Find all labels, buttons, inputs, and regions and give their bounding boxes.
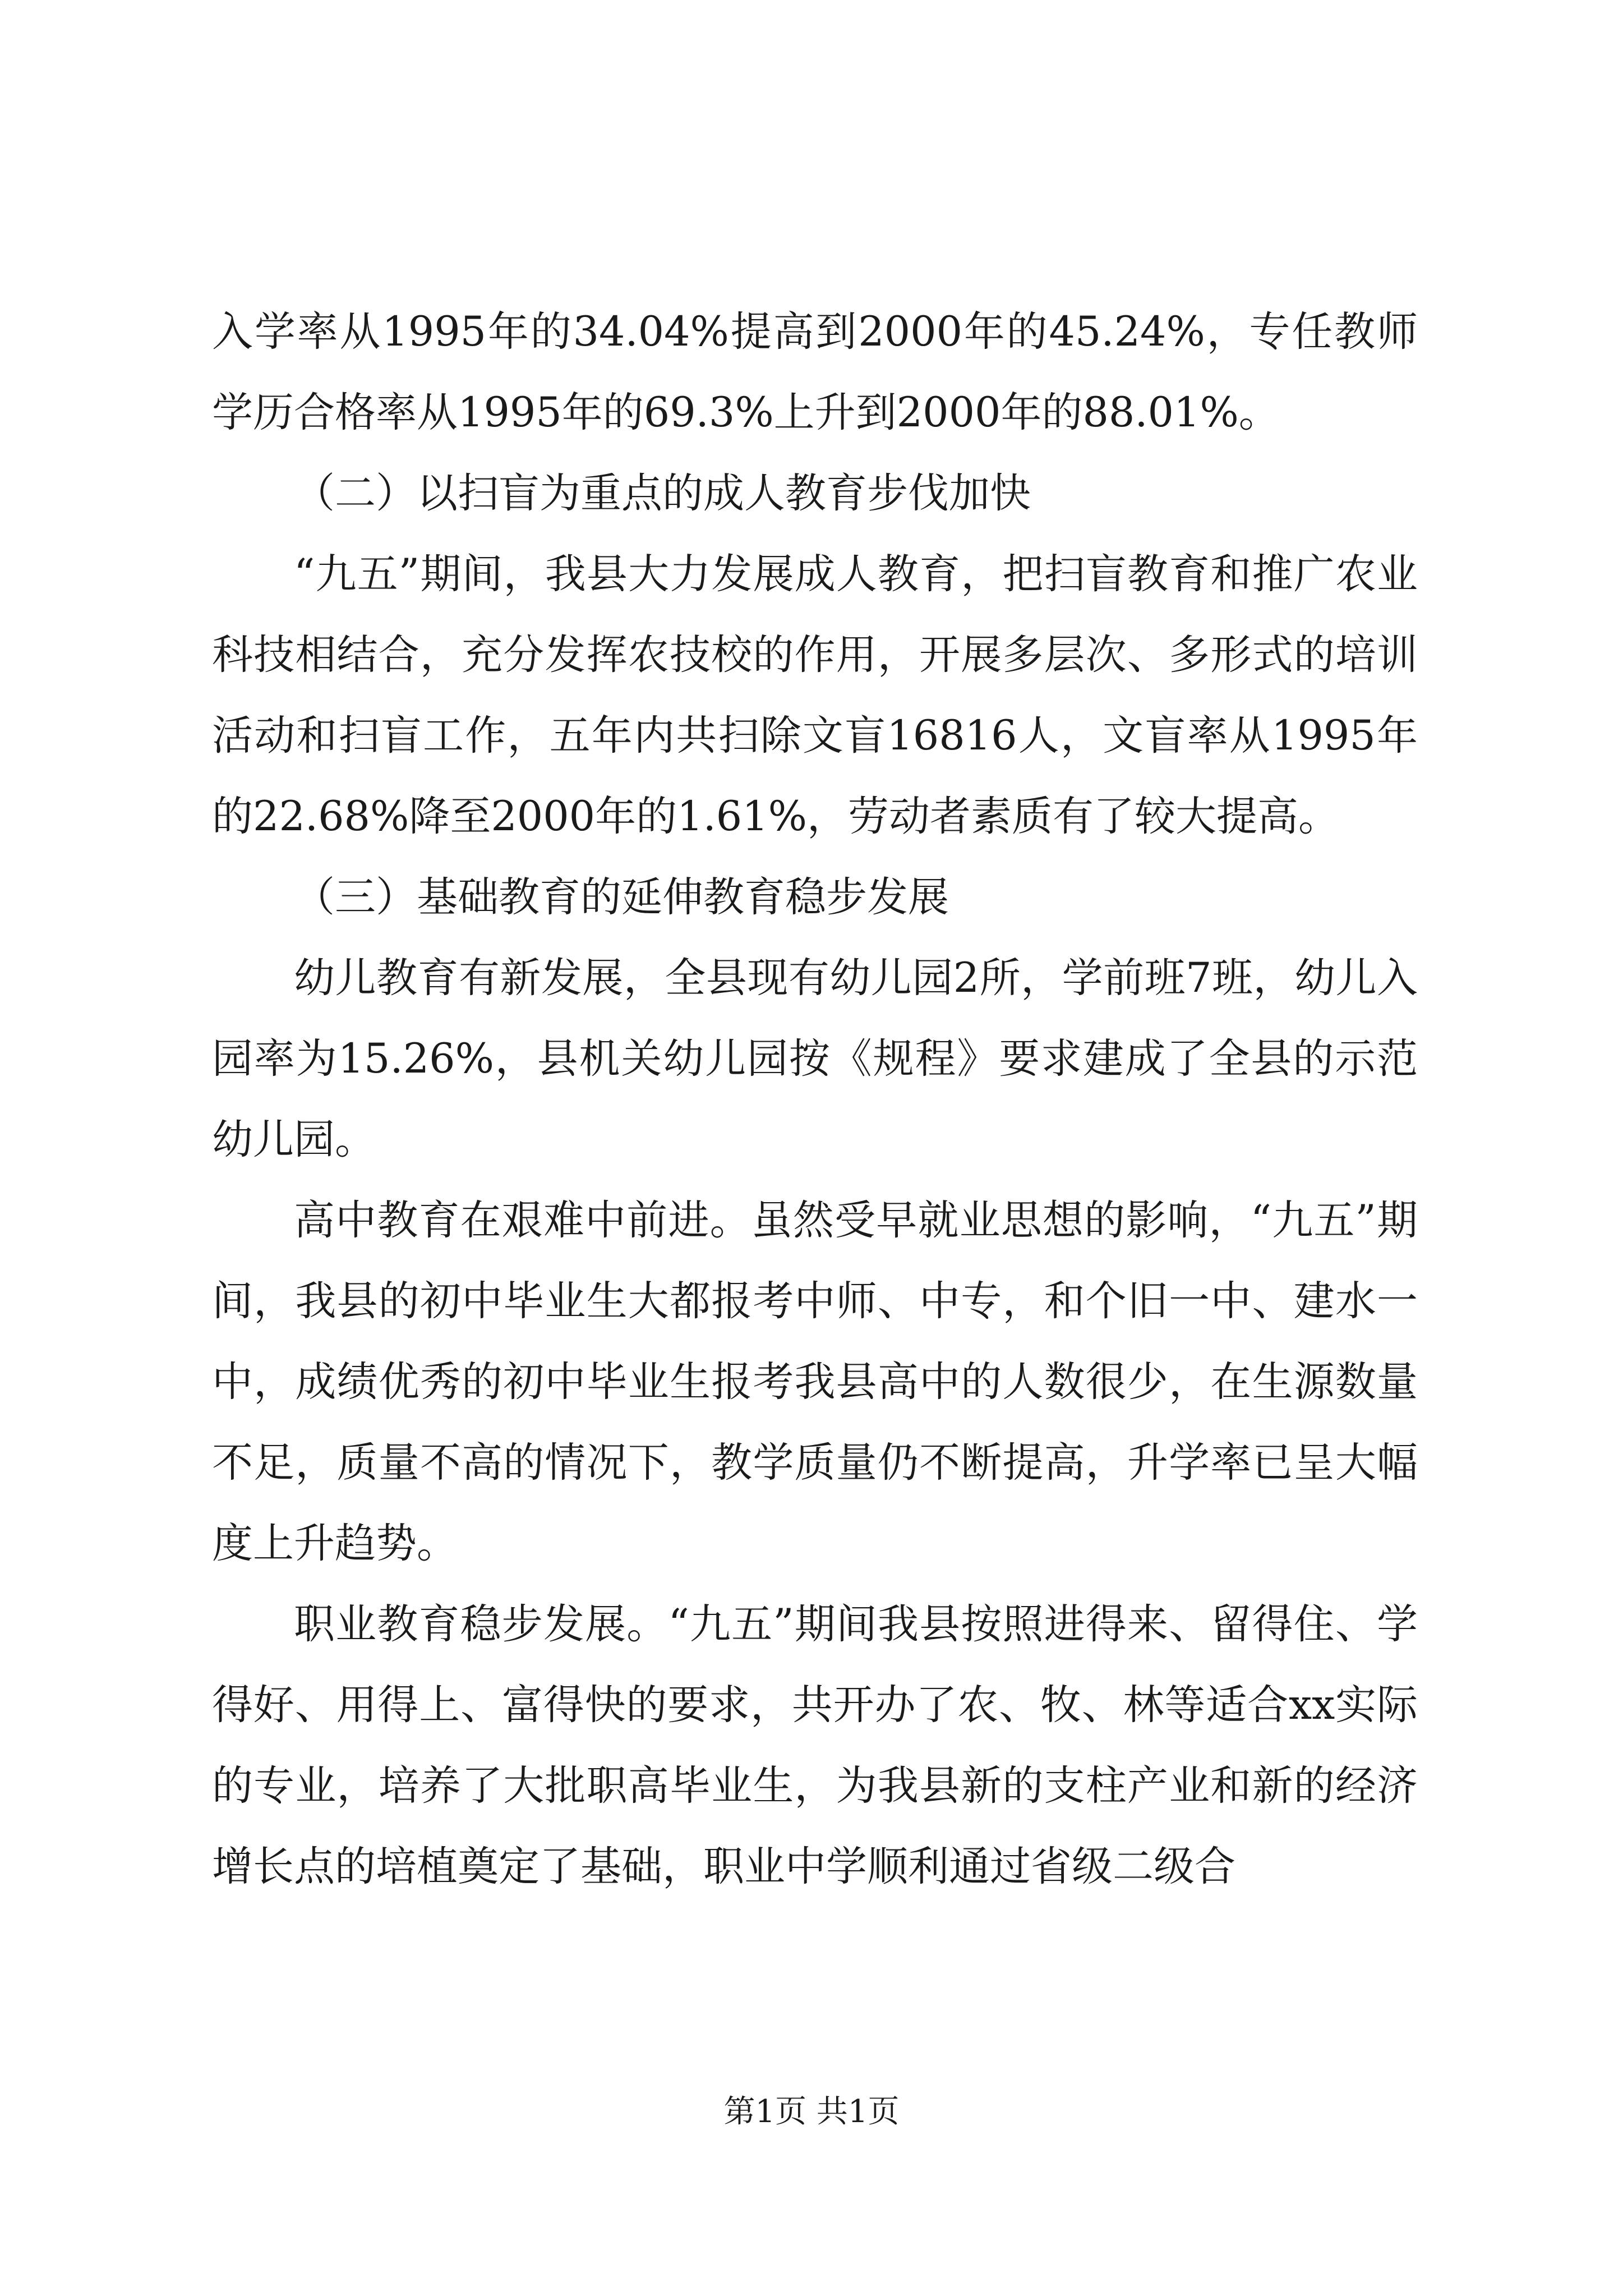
paragraph-preschool-education: 幼儿教育有新发展，全县现有幼儿园2所，学前班7班，幼儿入园率为15.26%，县机关幼儿园按《规程》要求建成了全县的示范幼儿园。	[212, 954, 1418, 1163]
paragraph-continuation: 入学率从1995年的34.04%提高到2000年的45.24%，专任教师学历合格率从1995年的69.3%上升到2000年的88.01%。	[212, 308, 1418, 436]
section-heading-2: （二）以扫盲为重点的成人教育步伐加快	[294, 470, 1031, 517]
section-heading-3: （三）基础教育的延伸教育稳步发展	[294, 873, 949, 921]
paragraph-adult-education: “九五”期间，我县大力发展成人教育，把扫盲教育和推广农业科技相结合，充分发挥农技校的作用，开展多层次、多形式的培训活动和扫盲工作，五年内共扫除文盲16816人，文盲率从1995年的22.68%降至2000年的1.61%，劳动者素质有了较大提高。	[212, 550, 1418, 840]
paragraph-vocational-education: 职业教育稳步发展。“九五”期间我县按照进得来、留得住、学得好、用得上、富得快的要求，共开办了农、牧、林等适合xx实际的专业，培养了大批职高毕业生，为我县新的支柱产业和新的经济增长点的培植奠定了基础，职业中学顺利通过省级二级合	[212, 1600, 1418, 1890]
paragraph-high-school-education: 高中教育在艰难中前进。虽然受早就业思想的影响，“九五”期间，我县的初中毕业生大都报考中师、中专，和个旧一中、建水一中，成绩优秀的初中毕业生报考我县高中的人数很少，在生源数量不足，质量不高的情况下，教学质量仍不断提高，升学率已呈大幅度上升趋势。	[212, 1197, 1418, 1567]
document-body	[212, 292, 1418, 1907]
page-footer: 第1页 共1页	[723, 2093, 900, 2130]
